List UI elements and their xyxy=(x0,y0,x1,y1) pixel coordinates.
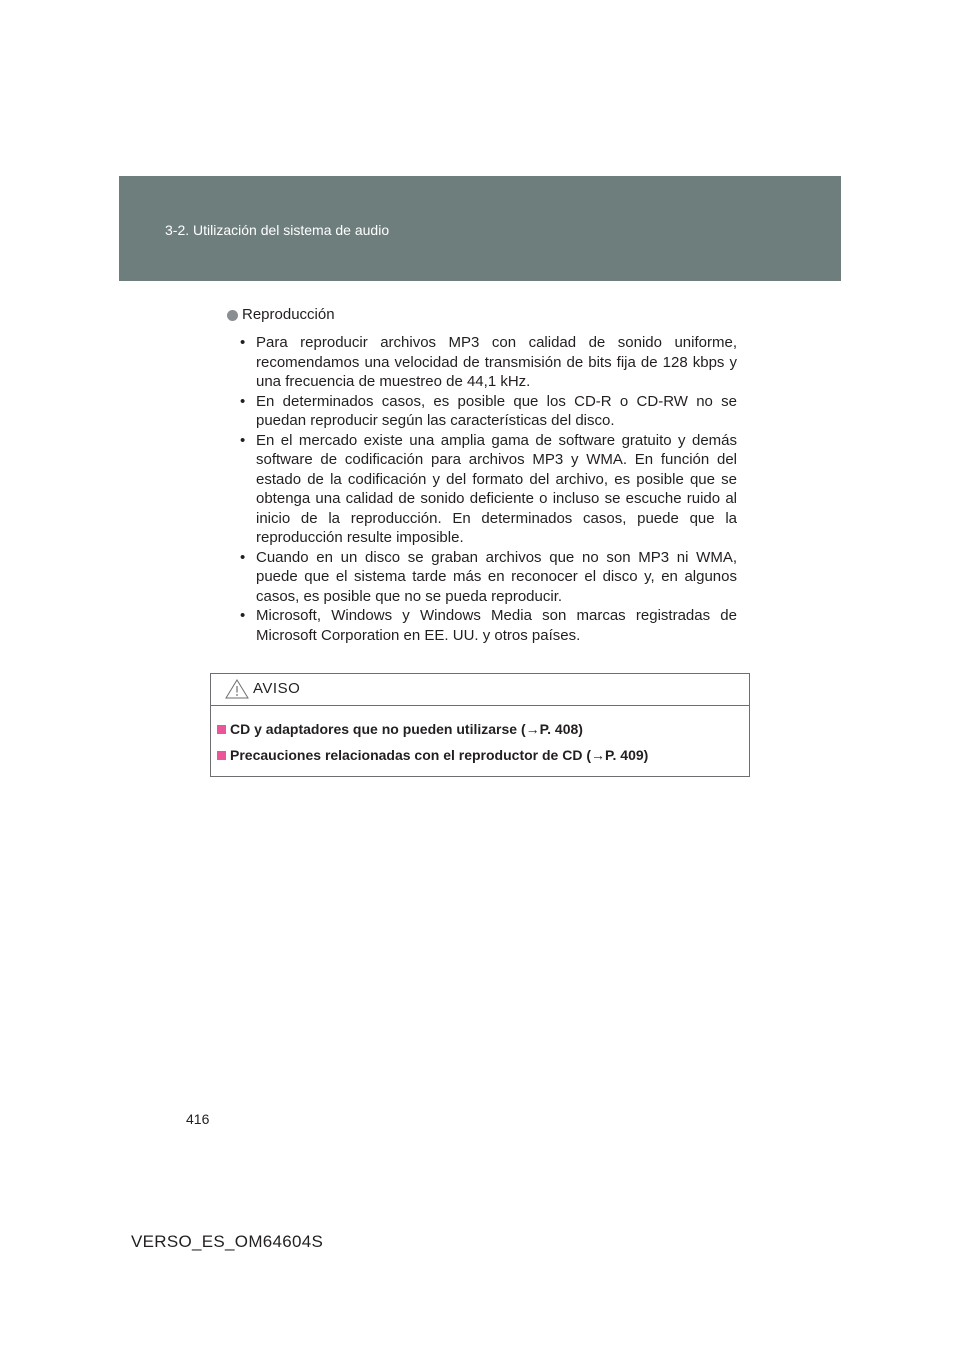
notice-item-text: CD y adaptadores que no pueden utilizarse (→P. 408) xyxy=(230,721,583,737)
notice-header xyxy=(211,674,749,706)
bullet-mark: • xyxy=(240,548,246,566)
bullet-mark: • xyxy=(240,607,246,624)
list-item-text: En determinados casos, es posible que los CD-R o CD-RW no se puedan reproducir según las características del disco. xyxy=(256,392,737,429)
list-item-text: Microsoft, Windows y Windows Media son marcas registradas de Microsoft Corporation en EE. UU. y otros países. xyxy=(256,607,737,644)
bullet-mark: • xyxy=(240,334,246,351)
document-code: VERSO_ES_OM64604S xyxy=(131,1232,324,1251)
circle-bullet-icon xyxy=(227,310,238,321)
warning-notice-box xyxy=(210,673,750,777)
list-item xyxy=(227,548,737,607)
list-item xyxy=(227,392,737,431)
bullet-list xyxy=(227,333,737,645)
notice-item xyxy=(217,716,749,742)
bullet-mark: • xyxy=(240,392,246,410)
list-item xyxy=(227,431,737,548)
list-item-text: Para reproducir archivos MP3 con calidad de sonido uniforme, recomendamos una velocidad de transmisión de bits fija de 128 kbps y una frecuencia de muestreo de 44,1 kHz. xyxy=(256,334,737,390)
notice-title: AVISO xyxy=(253,680,301,697)
list-item xyxy=(227,606,737,645)
page-header xyxy=(119,176,841,281)
section-heading-text: Reproducción xyxy=(242,306,335,323)
list-item xyxy=(227,333,737,392)
notice-body xyxy=(211,706,749,768)
playback-section xyxy=(227,305,737,645)
header-title: 3-2. Utilización del sistema de audio xyxy=(165,222,390,238)
square-bullet-icon xyxy=(217,751,226,760)
page-number: 416 xyxy=(186,1111,210,1127)
square-bullet-icon xyxy=(217,725,226,734)
bullet-mark: • xyxy=(240,431,246,449)
warning-triangle-icon xyxy=(225,679,249,699)
notice-item-text: Precauciones relacionadas con el reproductor de CD (→P. 409) xyxy=(230,747,649,763)
section-heading xyxy=(227,305,737,325)
list-item-text: En el mercado existe una amplia gama de software gratuito y demás software de codificación para archivos MP3 y WMA. En función del estado de la codificación y del formato del archivo, es posible que se obtenga una calidad de sonido deficiente o incluso se escuche ruido al inicio de la reproducción. En determinados casos, puede que la reproducción resulte imposible. xyxy=(256,431,737,546)
notice-item xyxy=(217,742,749,768)
list-item-text: Cuando en un disco se graban archivos que no son MP3 ni WMA, puede que el sistema tarde más en reconocer el disco y, en algunos casos, es posible que no se pueda reproducir. xyxy=(256,548,737,605)
